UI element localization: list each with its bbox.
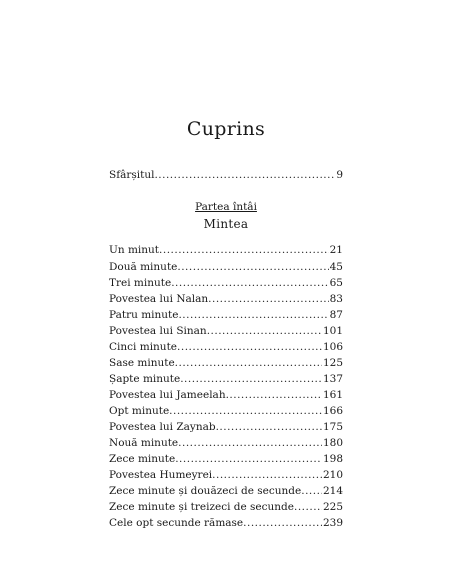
toc-entry-label: Povestea lui Zaynab — [109, 421, 216, 433]
toc-entry-label: Cinci minute — [109, 341, 178, 353]
toc-entry-intro — [109, 168, 343, 182]
toc-entry-page: 106 — [322, 341, 343, 353]
toc-leader-dots — [294, 500, 322, 514]
toc-entry-label: Sfârșitul — [109, 169, 155, 181]
toc-entry-label: Povestea lui Nalan — [109, 293, 209, 305]
toc-entry — [109, 388, 343, 402]
toc-entry-page: 239 — [322, 517, 343, 529]
toc-entry — [109, 500, 343, 514]
toc-entry — [109, 436, 343, 450]
toc-entry-page: 175 — [322, 421, 343, 433]
toc-entry-label: Povestea lui Jameelah — [109, 389, 226, 401]
toc-entry-page: 225 — [322, 501, 343, 513]
toc-entry-page: 137 — [322, 373, 343, 385]
toc-entry-page: 9 — [336, 169, 343, 181]
toc-leader-dots — [180, 372, 322, 386]
toc-leader-dots — [212, 468, 322, 482]
page-title: Cuprins — [186, 118, 266, 140]
toc-entry-label: Șapte minute — [109, 373, 181, 385]
toc-entry — [109, 308, 343, 322]
toc-entry-label: Un minut — [109, 244, 160, 256]
toc-leader-dots — [178, 308, 328, 322]
toc-leader-dots — [169, 404, 322, 418]
toc-entry-page: 161 — [322, 389, 343, 401]
toc-leader-dots — [171, 276, 328, 290]
toc-entry-label: Trei minute — [109, 277, 172, 289]
toc-leader-dots — [208, 292, 328, 306]
toc-entry-page: 166 — [322, 405, 343, 417]
toc-entry — [109, 324, 343, 338]
toc-entry-label: Zece minute — [109, 453, 176, 465]
toc-leader-dots — [177, 260, 328, 274]
toc-entry-page: 180 — [322, 437, 343, 449]
toc-entry — [109, 468, 343, 482]
toc-entry-page: 210 — [322, 469, 343, 481]
toc-entry-label: Zece minute și treizeci de secunde — [109, 501, 294, 513]
toc-leader-dots — [177, 340, 322, 354]
toc-entry-label: Sase minute — [109, 357, 175, 369]
toc-entry-page: 21 — [329, 244, 343, 256]
toc-entry-page: 198 — [322, 453, 343, 465]
toc-entry-label: Opt minute — [109, 405, 170, 417]
toc-entry — [109, 243, 343, 257]
toc-entry — [109, 484, 343, 498]
toc-entry — [109, 516, 343, 530]
toc-entry-page: 83 — [329, 293, 343, 305]
toc-entry — [109, 452, 343, 466]
part-title: Mintea — [203, 217, 249, 231]
toc-entry — [109, 372, 343, 386]
toc-leader-dots — [175, 356, 322, 370]
toc-leader-dots — [243, 516, 322, 530]
toc-entry — [109, 276, 343, 290]
toc-entry-label: Zece minute și douăzeci de secunde — [109, 485, 302, 497]
toc-leader-dots — [216, 420, 322, 434]
toc-entry — [109, 292, 343, 306]
toc-leader-dots — [175, 452, 322, 466]
toc-entry-label: Nouă minute — [109, 437, 179, 449]
toc-entry-label: Patru minute — [109, 309, 179, 321]
toc-entry-page: 87 — [329, 309, 343, 321]
toc-entry — [109, 260, 343, 274]
toc-entry — [109, 340, 343, 354]
toc-entry — [109, 404, 343, 418]
toc-entry-page: 125 — [322, 357, 343, 369]
toc-entry-label: Povestea lui Sinan — [109, 325, 207, 337]
toc-entry — [109, 356, 343, 370]
toc-entry-label: Două minute — [109, 261, 178, 273]
toc-leader-dots — [154, 168, 335, 182]
toc-entry-page: 45 — [329, 261, 343, 273]
toc-leader-dots — [178, 436, 322, 450]
toc-entry-label: Povestea Humeyrei — [109, 469, 213, 481]
toc-entry-label: Cele opt secunde rămase — [109, 517, 244, 529]
toc-leader-dots — [226, 388, 322, 402]
toc-entry — [109, 420, 343, 434]
toc-entry-page: 101 — [322, 325, 343, 337]
part-label: Partea întâi — [195, 201, 257, 213]
toc-leader-dots — [301, 484, 322, 498]
toc-leader-dots — [159, 243, 329, 257]
toc-leader-dots — [207, 324, 322, 338]
toc-entry-page: 214 — [322, 485, 343, 497]
toc-entry-page: 65 — [329, 277, 343, 289]
